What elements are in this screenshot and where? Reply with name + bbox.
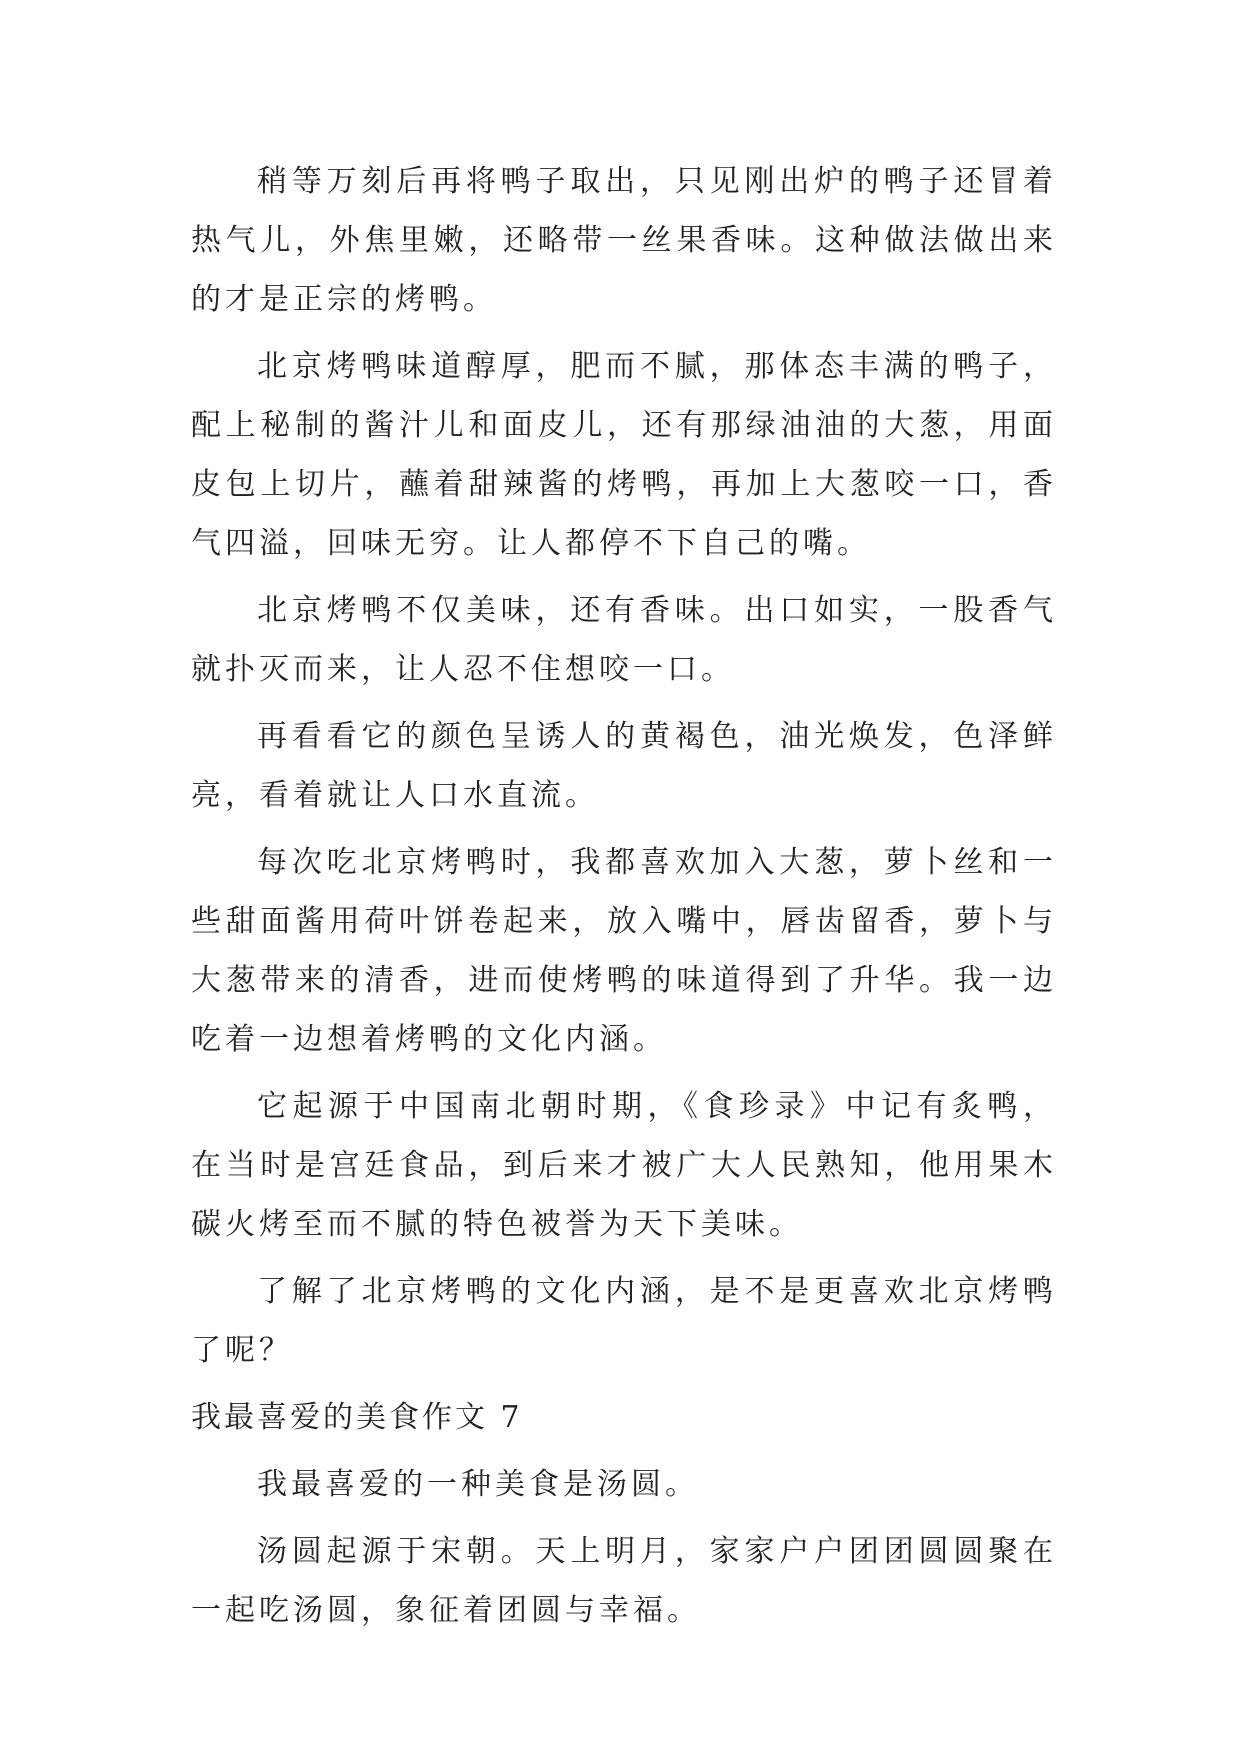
- paragraph-roast-duck-origin: 它起源于中国南北朝时期，《食珍录》中记有炙鸭，在当时是宫廷食品，到后来才被广大人民熟知，他用果木碳火烤至而不腻的特色被誉为天下美味。: [191, 1089, 1057, 1242]
- paragraph-roast-duck-color: 再看看它的颜色呈诱人的黄褐色，油光焕发，色泽鲜亮，看着就让人口水直流。: [191, 719, 1057, 813]
- section-heading: 我最喜爱的美食作文 7: [191, 1400, 523, 1435]
- paragraph-tangyuan-origin: 汤圆起源于宋朝。天上明月，家家户户团团圆圆聚在一起吃汤圆，象征着团圆与幸福。: [191, 1534, 1057, 1628]
- document-body: [191, 152, 1057, 1648]
- paragraph-roast-duck-out-of-oven: 稍等万刻后再将鸭子取出，只见刚出炉的鸭子还冒着热气儿，外焦里嫩，还略带一丝果香味。这种做法做出来的才是正宗的烤鸭。: [191, 164, 1057, 317]
- paragraph-roast-duck-flavor: 北京烤鸭味道醇厚，肥而不腻，那体态丰满的鸭子，配上秘制的酱汁儿和面皮儿，还有那绿油油的大葱，用面皮包上切片，蘸着甜辣酱的烤鸭，再加上大葱咬一口，香气四溢，回味无穷。让人都停不下自己的嘴。: [191, 349, 1057, 561]
- paragraph-roast-duck-conclusion: 了解了北京烤鸭的文化内涵，是不是更喜欢北京烤鸭了呢？: [191, 1274, 1057, 1368]
- paragraph-tangyuan-intro: 我最喜爱的一种美食是汤圆。: [257, 1467, 699, 1502]
- paragraph-roast-duck-aroma: 北京烤鸭不仅美味，还有香味。出口如实，一股香气就扑灭而来，让人忍不住想咬一口。: [191, 593, 1057, 687]
- paragraph-eating-roast-duck: 每次吃北京烤鸭时，我都喜欢加入大葱，萝卜丝和一些甜面酱用荷叶饼卷起来，放入嘴中，唇齿留香，萝卜与大葱带来的清香，进而使烤鸭的味道得到了升华。我一边吃着一边想着烤鸭的文化内涵。: [191, 845, 1057, 1057]
